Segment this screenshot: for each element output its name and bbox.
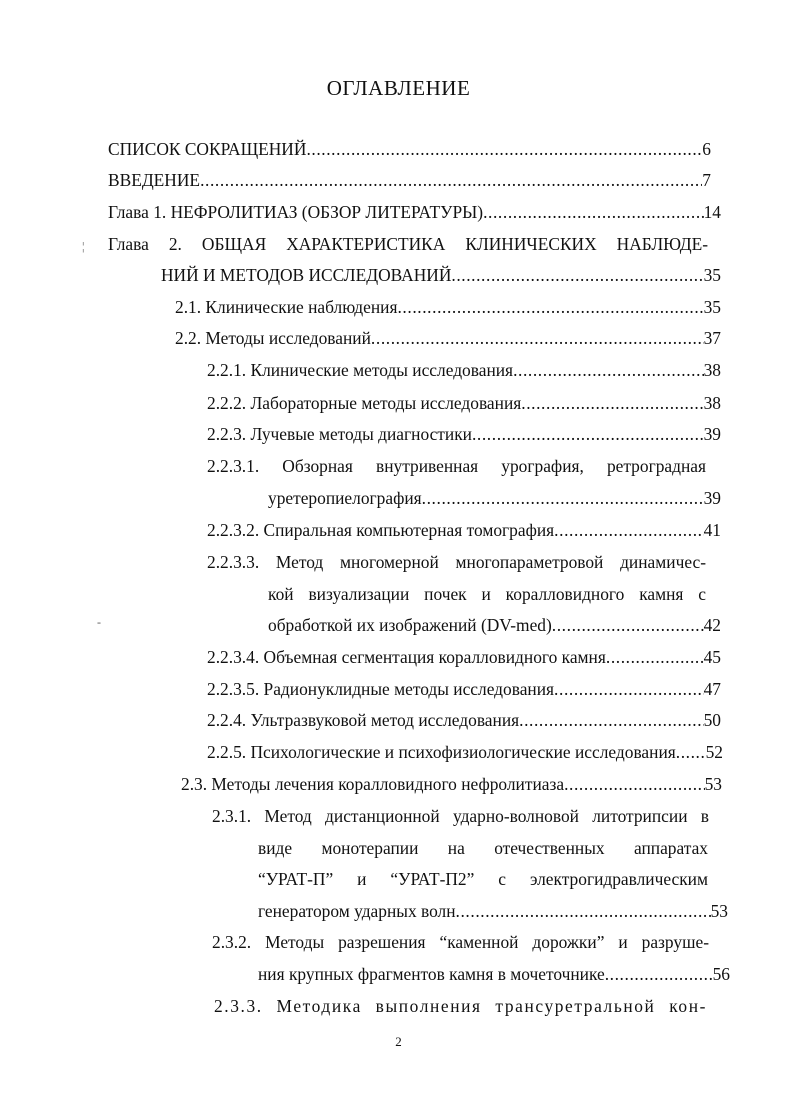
- toc-entry-2-2-1[interactable]: [207, 357, 721, 383]
- toc-entry-2-2-3-2[interactable]: [207, 517, 721, 543]
- toc-entry-2-3-2[interactable]: [258, 961, 730, 987]
- page-number: 2: [395, 1034, 402, 1049]
- dot-leader: [676, 739, 706, 765]
- toc-entry-2-2-3-4[interactable]: [207, 644, 721, 670]
- dot-leader: [397, 294, 703, 320]
- dot-leader: [371, 325, 704, 351]
- toc-entry-2-2-5[interactable]: [207, 739, 723, 765]
- toc-entry-chapter-2-line1[interactable]: Глава 2. ОБЩАЯ ХАРАКТЕРИСТИКА КЛИНИЧЕСКИХ НАБЛЮДЕ-: [108, 234, 708, 254]
- toc-entry-2-2-3-1[interactable]: [268, 485, 721, 511]
- toc-page-number: 42: [703, 615, 721, 635]
- dot-leader: [519, 707, 703, 733]
- toc-entry-2-2-3-5[interactable]: [207, 676, 721, 702]
- toc-entry-2-2-3-1-line1[interactable]: 2.2.3.1. Обзорная внутривенная урография, ретроградная: [207, 456, 706, 476]
- toc-entry-chapter-1[interactable]: [108, 199, 721, 225]
- toc-entry-text: Глава 1. НЕФРОЛИТИАЗ (ОБЗОР ЛИТЕРАТУРЫ): [108, 202, 484, 222]
- dot-leader: [564, 771, 705, 797]
- toc-entry-text: уретеропиелография: [268, 488, 422, 508]
- toc-entry-2-3-1[interactable]: [258, 898, 728, 924]
- toc-entry-text: 2.1. Клинические наблюдения: [175, 297, 398, 317]
- toc-page-number: 14: [703, 202, 721, 222]
- toc-entry-text: ния крупных фрагментов камня в мочеточнике: [258, 964, 605, 984]
- margin-mark: ¦: [82, 239, 85, 253]
- toc-entry-2-2-3-3[interactable]: [268, 612, 721, 638]
- dot-leader: [200, 167, 702, 193]
- toc-entry-text: НИЙ И МЕТОДОВ ИССЛЕДОВАНИЙ: [161, 265, 452, 285]
- toc-page-number: 39: [703, 424, 721, 444]
- toc-entry-2-2-2[interactable]: [207, 390, 721, 416]
- dot-leader: [483, 199, 704, 225]
- toc-entry-2-2-3[interactable]: [207, 421, 721, 447]
- toc-page-number: 38: [703, 393, 721, 413]
- dot-leader: [306, 136, 702, 162]
- dot-leader: [554, 676, 704, 702]
- toc-entry-2-1[interactable]: [175, 294, 721, 320]
- toc-entry-text: СПИСОК СОКРАЩЕНИЙ: [108, 139, 307, 159]
- toc-entry-text: 2.2.1. Клинические методы исследования: [207, 360, 514, 380]
- toc-entry-introduction[interactable]: [108, 167, 711, 193]
- toc-entry-text: 2.2.4. Ультразвуковой метод исследования: [207, 710, 520, 730]
- toc-page-number: 6: [702, 139, 711, 159]
- toc-page-number: 50: [703, 710, 721, 730]
- toc-entry-text: 2.2.2. Лабораторные методы исследования: [207, 393, 522, 413]
- toc-entry-2-2-3-3-line2[interactable]: кой визуализации почек и коралловидного камня с: [268, 584, 706, 604]
- toc-page-number: 39: [703, 488, 721, 508]
- toc-entry-2-3-1-line2[interactable]: виде монотерапии на отечественных аппаратах: [258, 838, 708, 858]
- dot-leader: [422, 485, 704, 511]
- toc-page-number: 52: [705, 742, 723, 762]
- dot-leader: [521, 390, 703, 416]
- dot-leader: [472, 421, 704, 447]
- dot-leader: [513, 357, 704, 383]
- toc-entry-2-2[interactable]: [175, 325, 721, 351]
- dot-leader: [554, 517, 703, 543]
- toc-entry-2-3-1-line3[interactable]: “УРАТ-П” и “УРАТ-П2” с электрогидравлическим: [258, 869, 708, 889]
- margin-mark: -: [97, 615, 101, 629]
- toc-entry-text: обработкой их изображений (DV-med): [268, 615, 552, 635]
- toc-entry-abbreviations[interactable]: [108, 136, 711, 162]
- toc-entry-text: 2.2.3.4. Объемная сегментация коралловидного камня: [207, 647, 606, 667]
- toc-page-number: 53: [710, 901, 728, 921]
- toc-page-number: 38: [703, 360, 721, 380]
- toc-entry-2-2-3-3-line1[interactable]: 2.2.3.3. Метод многомерной многопараметровой динамичес-: [207, 552, 706, 572]
- dot-leader: [451, 262, 703, 288]
- toc-entry-2-2-4[interactable]: [207, 707, 721, 733]
- toc-entry-text: 2.2.5. Психологические и психофизиологические исследования: [207, 742, 676, 762]
- toc-entry-text: ВВЕДЕНИЕ: [108, 170, 201, 190]
- toc-page-number: 47: [703, 679, 721, 699]
- toc-page-number: 37: [703, 328, 721, 348]
- toc-page-number: 53: [704, 774, 722, 794]
- toc-page-number: 7: [702, 170, 711, 190]
- dot-leader: [552, 612, 704, 638]
- toc-entry-text: 2.2. Методы исследований: [175, 328, 371, 348]
- toc-page-number: 41: [703, 520, 721, 540]
- toc-page-number: 35: [703, 297, 721, 317]
- toc-entry-2-3-2-line1[interactable]: 2.3.2. Методы разрешения “каменной дорожки” и разруше-: [212, 932, 709, 952]
- toc-entry-2-3-1-line1[interactable]: 2.3.1. Метод дистанционной ударно-волновой литотрипсии в: [212, 806, 709, 826]
- toc-entry-text: 2.2.3. Лучевые методы диагностики: [207, 424, 472, 444]
- dot-leader: [606, 644, 704, 670]
- dot-leader: [456, 898, 711, 924]
- toc-entry-text: 2.2.3.5. Радионуклидные методы исследования: [207, 679, 555, 699]
- toc-page-number: 35: [703, 265, 721, 285]
- toc-page-number: 56: [712, 964, 730, 984]
- toc-entry-text: генератором ударных волн: [258, 901, 456, 921]
- toc-entry-2-3[interactable]: [181, 771, 722, 797]
- page-title: ОГЛАВЛЕНИЕ: [326, 76, 471, 100]
- toc-entry-chapter-2[interactable]: [161, 262, 721, 288]
- toc-entry-2-3-3-line1[interactable]: 2.3.3. Методика выполнения трансуретральной кон-: [214, 996, 707, 1016]
- toc-page-number: 45: [703, 647, 721, 667]
- dot-leader: [605, 961, 713, 987]
- toc-entry-text: 2.2.3.2. Спиральная компьютерная томография: [207, 520, 555, 540]
- toc-entry-text: 2.3. Методы лечения коралловидного нефролитиаза: [181, 774, 565, 794]
